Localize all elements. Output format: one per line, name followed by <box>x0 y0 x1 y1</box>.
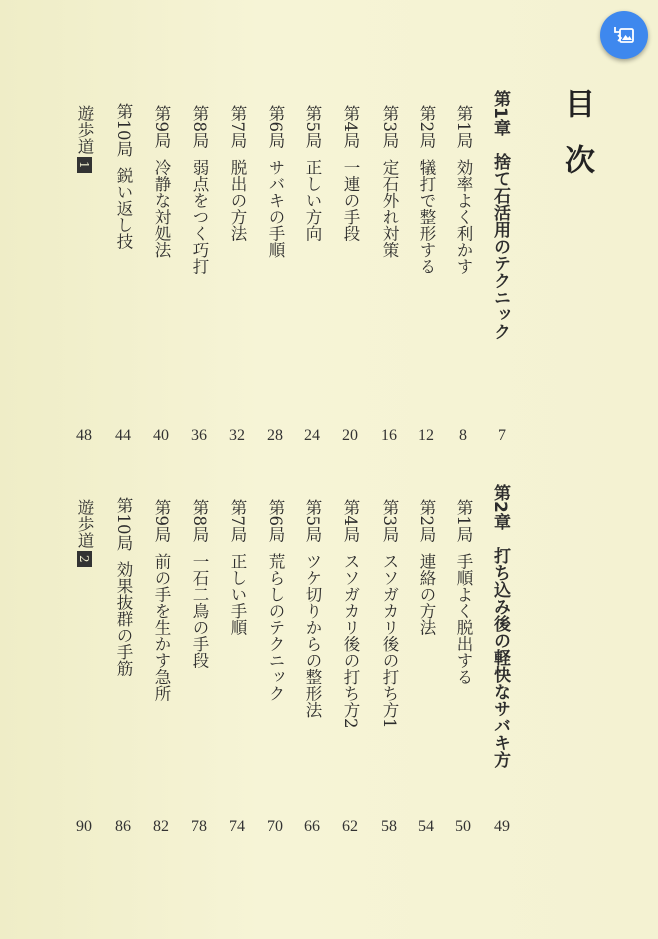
translate-button[interactable] <box>600 11 648 59</box>
yuhodo-number-badge: 2 <box>77 551 92 567</box>
chapter-2-page: 49 <box>494 818 510 835</box>
ch2-item-4[interactable]: 第4局スソガカリ後の打ち方2 <box>341 499 360 728</box>
ch2-item-1[interactable]: 第1局手順よく脱出する <box>454 499 473 685</box>
ch2-item-4-page: 62 <box>342 818 358 835</box>
ch1-item-10-page: 44 <box>115 427 131 444</box>
ch2-item-1-page: 50 <box>455 818 471 835</box>
ch1-item-5[interactable]: 第5局正しい方向 <box>303 105 322 241</box>
ch2-item-6-page: 70 <box>267 818 283 835</box>
translate-image-icon <box>612 23 636 47</box>
ch1-item-2[interactable]: 第2局犠打で整形する <box>417 105 436 274</box>
yuhodo-number-badge: 1 <box>77 157 92 173</box>
ch2-item-7[interactable]: 第7局正しい手順 <box>228 499 247 635</box>
ch1-yuhodo[interactable]: 遊歩道1 <box>74 105 94 173</box>
ch1-item-3-page: 16 <box>381 427 397 444</box>
ch2-item-5-page: 66 <box>304 818 320 835</box>
ch1-item-3[interactable]: 第3局定石外れ対策 <box>380 105 399 258</box>
chapter-1-page: 7 <box>498 427 506 444</box>
chapter-2-heading: 第2章 打ち込み後の軽快なサバキ方 <box>490 484 510 768</box>
ch2-item-10-page: 86 <box>115 818 131 835</box>
ch1-item-7[interactable]: 第7局脱出の方法 <box>228 105 247 241</box>
ch1-item-8-page: 36 <box>191 427 207 444</box>
ch1-item-9[interactable]: 第9局冷静な対処法 <box>152 105 171 258</box>
ch1-item-5-page: 24 <box>304 427 320 444</box>
ch2-item-7-page: 74 <box>229 818 245 835</box>
chapter-1-heading: 第1章 捨て石活用のテクニック <box>490 90 510 340</box>
ch1-item-6[interactable]: 第6局サバキの手順 <box>266 105 285 258</box>
ch2-item-8[interactable]: 第8局一石二鳥の手段 <box>190 499 209 668</box>
ch2-yuhodo[interactable]: 遊歩道2 <box>74 499 94 567</box>
ch1-yuhodo-page: 48 <box>76 427 92 444</box>
ch1-item-7-page: 32 <box>229 427 245 444</box>
ch2-item-2-page: 54 <box>418 818 434 835</box>
ch2-item-9-page: 82 <box>153 818 169 835</box>
ch1-item-2-page: 12 <box>418 427 434 444</box>
ch1-item-10[interactable]: 第10局鋭い返し技 <box>114 103 133 250</box>
ch1-item-1[interactable]: 第1局効率よく利かす <box>454 105 473 274</box>
ch2-item-10[interactable]: 第10局効果抜群の手筋 <box>114 497 133 677</box>
ch1-item-9-page: 40 <box>153 427 169 444</box>
ch1-item-4-page: 20 <box>342 427 358 444</box>
ch1-item-4[interactable]: 第4局一連の手段 <box>341 105 360 241</box>
ch1-item-1-page: 8 <box>459 427 467 444</box>
ch2-item-5[interactable]: 第5局ツケ切りからの整形法 <box>303 499 322 718</box>
ch1-item-6-page: 28 <box>267 427 283 444</box>
ch2-item-2[interactable]: 第2局連絡の方法 <box>417 499 436 635</box>
ch2-yuhodo-page: 90 <box>76 818 92 835</box>
ch2-item-9[interactable]: 第9局前の手を生かす急所 <box>152 499 171 701</box>
ch2-item-6[interactable]: 第6局荒らしのテクニック <box>266 499 285 701</box>
page-title: 目次 <box>559 88 594 200</box>
ch2-item-3-page: 58 <box>381 818 397 835</box>
ch2-item-8-page: 78 <box>191 818 207 835</box>
ch1-item-8[interactable]: 第8局弱点をつく巧打 <box>190 105 209 274</box>
ch2-item-3[interactable]: 第3局スソガカリ後の打ち方1 <box>380 499 399 728</box>
